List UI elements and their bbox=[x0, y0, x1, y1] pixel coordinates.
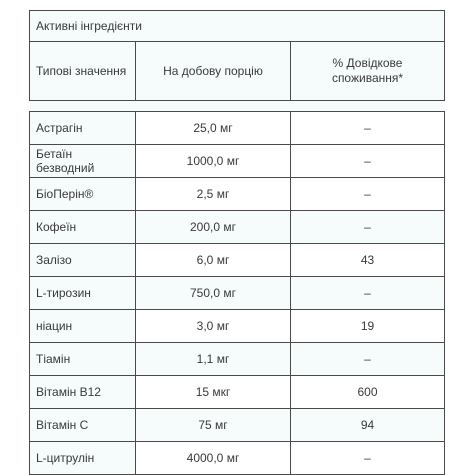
ingredient-name: ніацин bbox=[30, 310, 136, 343]
table-spacer bbox=[30, 101, 445, 112]
ingredient-reference-intake: 600 bbox=[291, 376, 445, 409]
ingredient-reference-intake: – bbox=[291, 211, 445, 244]
ingredient-reference-intake: 94 bbox=[291, 409, 445, 442]
table-row bbox=[30, 178, 445, 211]
ingredient-reference-intake: – bbox=[291, 178, 445, 211]
ingredient-name: L-цитрулін bbox=[30, 442, 136, 475]
table-row bbox=[30, 409, 445, 442]
ingredient-name: Залізо bbox=[30, 244, 136, 277]
ingredient-name: Кофеїн bbox=[30, 211, 136, 244]
table-row bbox=[30, 376, 445, 409]
ingredient-name: Тіамін bbox=[30, 343, 136, 376]
ingredient-name: Вітамін С bbox=[30, 409, 136, 442]
ingredient-amount: 75 мг bbox=[136, 409, 291, 442]
table-row bbox=[30, 277, 445, 310]
table-header-row bbox=[30, 42, 445, 101]
table-row bbox=[30, 112, 445, 145]
header-per-daily-serving: На добову порцію bbox=[136, 42, 291, 101]
ingredient-reference-intake: – bbox=[291, 277, 445, 310]
ingredient-name: Бетаїн безводний bbox=[30, 145, 136, 178]
ingredient-name: L-тирозин bbox=[30, 277, 136, 310]
ingredients-table bbox=[29, 10, 445, 475]
table-row bbox=[30, 145, 445, 178]
table-row bbox=[30, 244, 445, 277]
ingredient-amount: 6,0 мг bbox=[136, 244, 291, 277]
ingredient-reference-intake: 19 bbox=[291, 310, 445, 343]
ingredient-reference-intake: – bbox=[291, 343, 445, 376]
table-row bbox=[30, 211, 445, 244]
ingredient-amount: 2,5 мг bbox=[136, 178, 291, 211]
ingredient-name: БіоПерін® bbox=[30, 178, 136, 211]
table-row bbox=[30, 310, 445, 343]
table-title: Активні інгредієнти bbox=[30, 11, 445, 42]
ingredient-name: Астрагін bbox=[30, 112, 136, 145]
ingredient-amount: 25,0 мг bbox=[136, 112, 291, 145]
ingredient-amount: 4000,0 мг bbox=[136, 442, 291, 475]
ingredient-amount: 15 мкг bbox=[136, 376, 291, 409]
ingredient-reference-intake: – bbox=[291, 442, 445, 475]
table-row bbox=[30, 343, 445, 376]
ingredient-reference-intake: 43 bbox=[291, 244, 445, 277]
table-row bbox=[30, 442, 445, 475]
ingredient-reference-intake: – bbox=[291, 112, 445, 145]
ingredient-amount: 1000,0 мг bbox=[136, 145, 291, 178]
ingredient-amount: 1,1 мг bbox=[136, 343, 291, 376]
ingredient-amount: 200,0 мг bbox=[136, 211, 291, 244]
ingredient-name: Вітамін B12 bbox=[30, 376, 136, 409]
header-reference-intake: % Довідкове споживання* bbox=[291, 42, 445, 101]
ingredient-reference-intake: – bbox=[291, 145, 445, 178]
header-typical-values: Типові значення bbox=[30, 42, 136, 101]
ingredient-amount: 750,0 мг bbox=[136, 277, 291, 310]
ingredient-amount: 3,0 мг bbox=[136, 310, 291, 343]
table-title-row bbox=[30, 11, 445, 42]
